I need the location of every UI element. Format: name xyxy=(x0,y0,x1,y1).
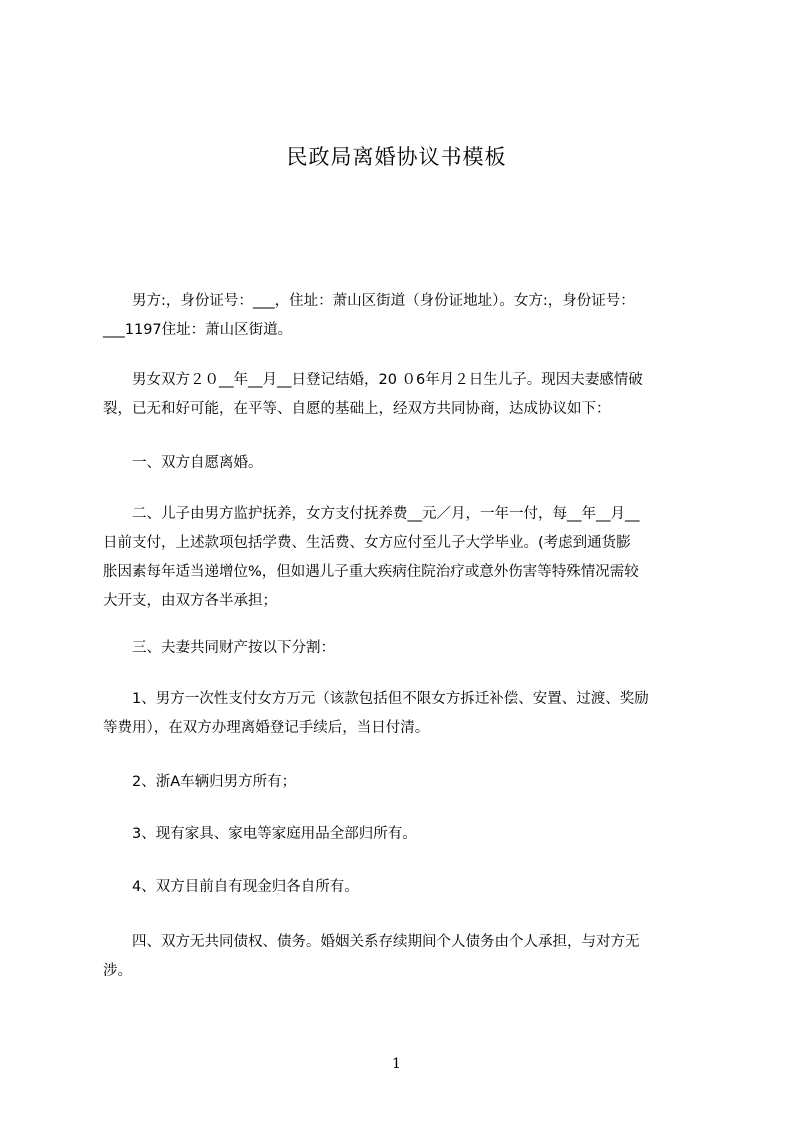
background-paragraph xyxy=(103,366,707,424)
clause-3-item-2 xyxy=(103,768,707,797)
paragraph-line: 裂，已无和好可能，在平等、自愿的基础上，经双方共同协商，达成协议如下： xyxy=(103,401,611,417)
clause-3-item-4 xyxy=(103,873,707,902)
clause-1 xyxy=(103,449,707,478)
paragraph-line: 二、儿子由男方监护抚养，女方支付抚养费__元／月，一年一付，每__年__月__ xyxy=(103,506,640,522)
clause-4-debts xyxy=(103,928,707,986)
paragraph-line: 大开支，由双方各半承担； xyxy=(103,593,277,609)
paragraph-line: 4、双方目前自有现金归各自所有。 xyxy=(103,879,359,895)
paragraph-line: 一、双方自愿离婚。 xyxy=(103,455,263,471)
paragraph-line: 三、夫妻共同财产按以下分割： xyxy=(103,640,335,656)
paragraph-line: ___1197住址：萧山区街道。 xyxy=(103,322,293,338)
clause-3-property xyxy=(103,634,707,663)
paragraph-line: 男方:，身份证号：___，住址：萧山区街道（身份证地址）。女方:，身份证号： xyxy=(103,293,635,309)
parties-paragraph xyxy=(103,287,707,345)
paragraph-line: 等费用），在双方办理离婚登记手续后，当日付清。 xyxy=(103,720,430,736)
paragraph-line: 日前支付，上述款项包括学费、生活费、女方应付至儿子大学毕业。(考虑到通货膨 xyxy=(103,535,631,551)
paragraph-line: 男女双方２０__年__月__日登记结婚，20 ０6年月２日生儿子。现因夫妻感情破 xyxy=(103,372,643,388)
clause-2-child-custody xyxy=(103,500,707,616)
paragraph-line: 涉。 xyxy=(103,963,132,979)
paragraph-line: 胀因素每年适当递增位%，但如遇儿子重大疾病住院治疗或意外伤害等特殊情况需较 xyxy=(103,564,639,580)
clause-3-item-3 xyxy=(103,820,707,849)
paragraph-line: 2、浙A车辆归男方所有； xyxy=(103,774,297,790)
clause-3-item-1 xyxy=(103,685,707,743)
page-number: 1 xyxy=(392,1056,401,1072)
paragraph-line: 1、男方一次性支付女方万元（该款包括但不限女方拆迁补偿、安置、过渡、奖励 xyxy=(103,691,649,707)
document-title: 民政局离婚协议书模板 xyxy=(286,145,507,169)
paragraph-line: 3、现有家具、家电等家庭用品全部归所有。 xyxy=(103,826,417,842)
paragraph-line: 四、双方无共同债权、债务。婚姻关系存续期间个人债务由个人承担，与对方无 xyxy=(103,934,640,950)
